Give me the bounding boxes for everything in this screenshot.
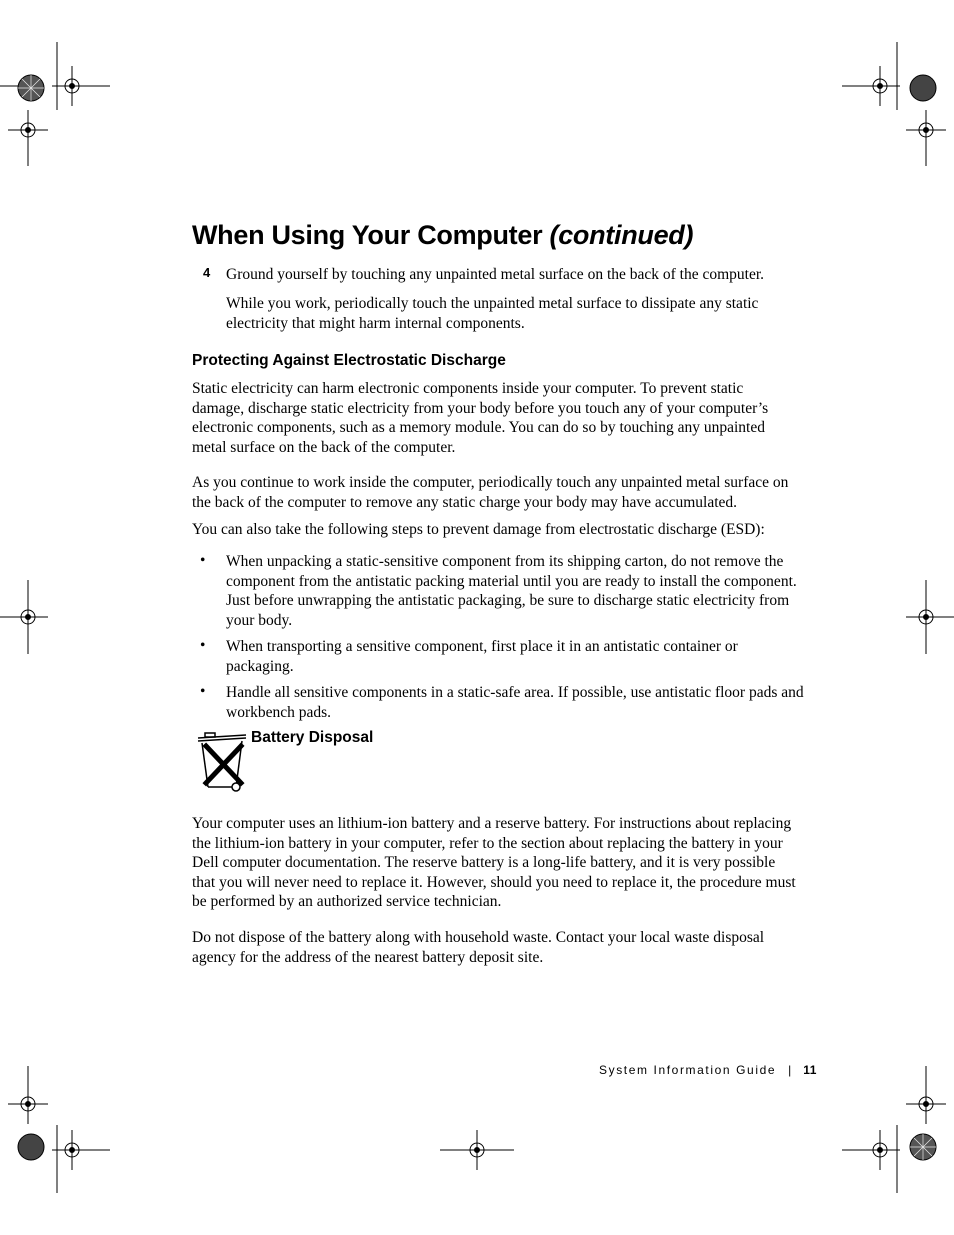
battery-paragraph-1: Your computer uses an lithium-ion battery and a reserve battery. For instructions about replacing the lithium-ion battery in your computer, refer to the section about replacing the battery in your Dell computer documentation. The reserve battery is a long-life battery, and it is very possible that you will never need to replace it. However, should you need to replace it, the procedure must be performed by an authorized service technician.: [192, 815, 796, 910]
bullet-marker: •: [200, 683, 206, 700]
bullet-marker: •: [200, 637, 206, 654]
esd-bullet-2: When transporting a sensitive component, first place it in an antistatic container or packaging.: [226, 638, 738, 675]
crosshair-target-icon: [842, 66, 900, 106]
starburst-registration-icon: [910, 1134, 936, 1160]
crosshair-target-icon: [52, 1130, 110, 1170]
esd-bullet-3: Handle all sensitive components in a static-safe area. If possible, use antistatic floor pads and workbench pads.: [226, 684, 804, 721]
esd-paragraph-2: As you continue to work inside the computer, periodically touch any unpainted metal surface on the back of the computer to remove any static charge your body may have accumulated.: [192, 474, 789, 511]
footer-guide-name: System Information Guide: [599, 1063, 777, 1077]
page-title: [192, 220, 693, 251]
esd-paragraph-1: Static electricity can harm electronic components inside your computer. To prevent static damage, discharge static electricity from your body before you touch any of your computer’s electronic components, such as a memory module. You can do so by touching any unpainted metal surface on the back of the computer.: [192, 380, 769, 456]
step-followup-text: While you work, periodically touch the unpainted metal surface to dissipate any static electricity that might harm internal components.: [226, 295, 759, 332]
bullet-marker: •: [200, 552, 206, 569]
esd-paragraph-3: You can also take the following steps to prevent damage from electrostatic discharge (ESD):: [192, 521, 765, 538]
section-heading-battery-disposal: Battery Disposal: [251, 729, 374, 746]
crosshair-target-icon: [906, 110, 946, 166]
crossed-out-wheelie-bin-icon: [196, 731, 248, 793]
section-heading-esd: Protecting Against Electrostatic Discharge: [192, 352, 506, 369]
step-text: Ground yourself by touching any unpainted metal surface on the back of the computer.: [226, 266, 765, 283]
crosshair-target-icon: [906, 580, 954, 654]
footer-separator: |: [788, 1063, 792, 1077]
crosshair-target-icon: [0, 580, 48, 654]
esd-bullet-1: When unpacking a static-sensitive component from its shipping carton, do not remove the component from the antistatic packing material until you are ready to install the component. Just before unwrapping the antistatic packaging, be sure to discharge static electricity from your body.: [226, 553, 797, 629]
step-number: 4: [203, 265, 211, 280]
page-title-continued: (continued): [549, 220, 694, 250]
crosshair-target-icon: [906, 1066, 946, 1124]
starburst-registration-icon: [910, 75, 936, 101]
crosshair-target-icon: [440, 1130, 514, 1170]
crosshair-target-icon: [842, 1130, 900, 1170]
page-title-main: When Using Your Computer: [192, 220, 543, 250]
battery-paragraph-2: Do not dispose of the battery along with household waste. Contact your local waste disposal agency for the address of the nearest battery deposit site.: [192, 929, 765, 966]
crosshair-target-icon: [8, 1066, 48, 1124]
crosshair-target-icon: [52, 66, 110, 106]
page-footer: [599, 1063, 817, 1077]
crosshair-target-icon: [8, 110, 48, 166]
starburst-registration-icon: [18, 75, 44, 101]
starburst-registration-icon: [18, 1134, 44, 1160]
page-number: 11: [803, 1063, 817, 1077]
